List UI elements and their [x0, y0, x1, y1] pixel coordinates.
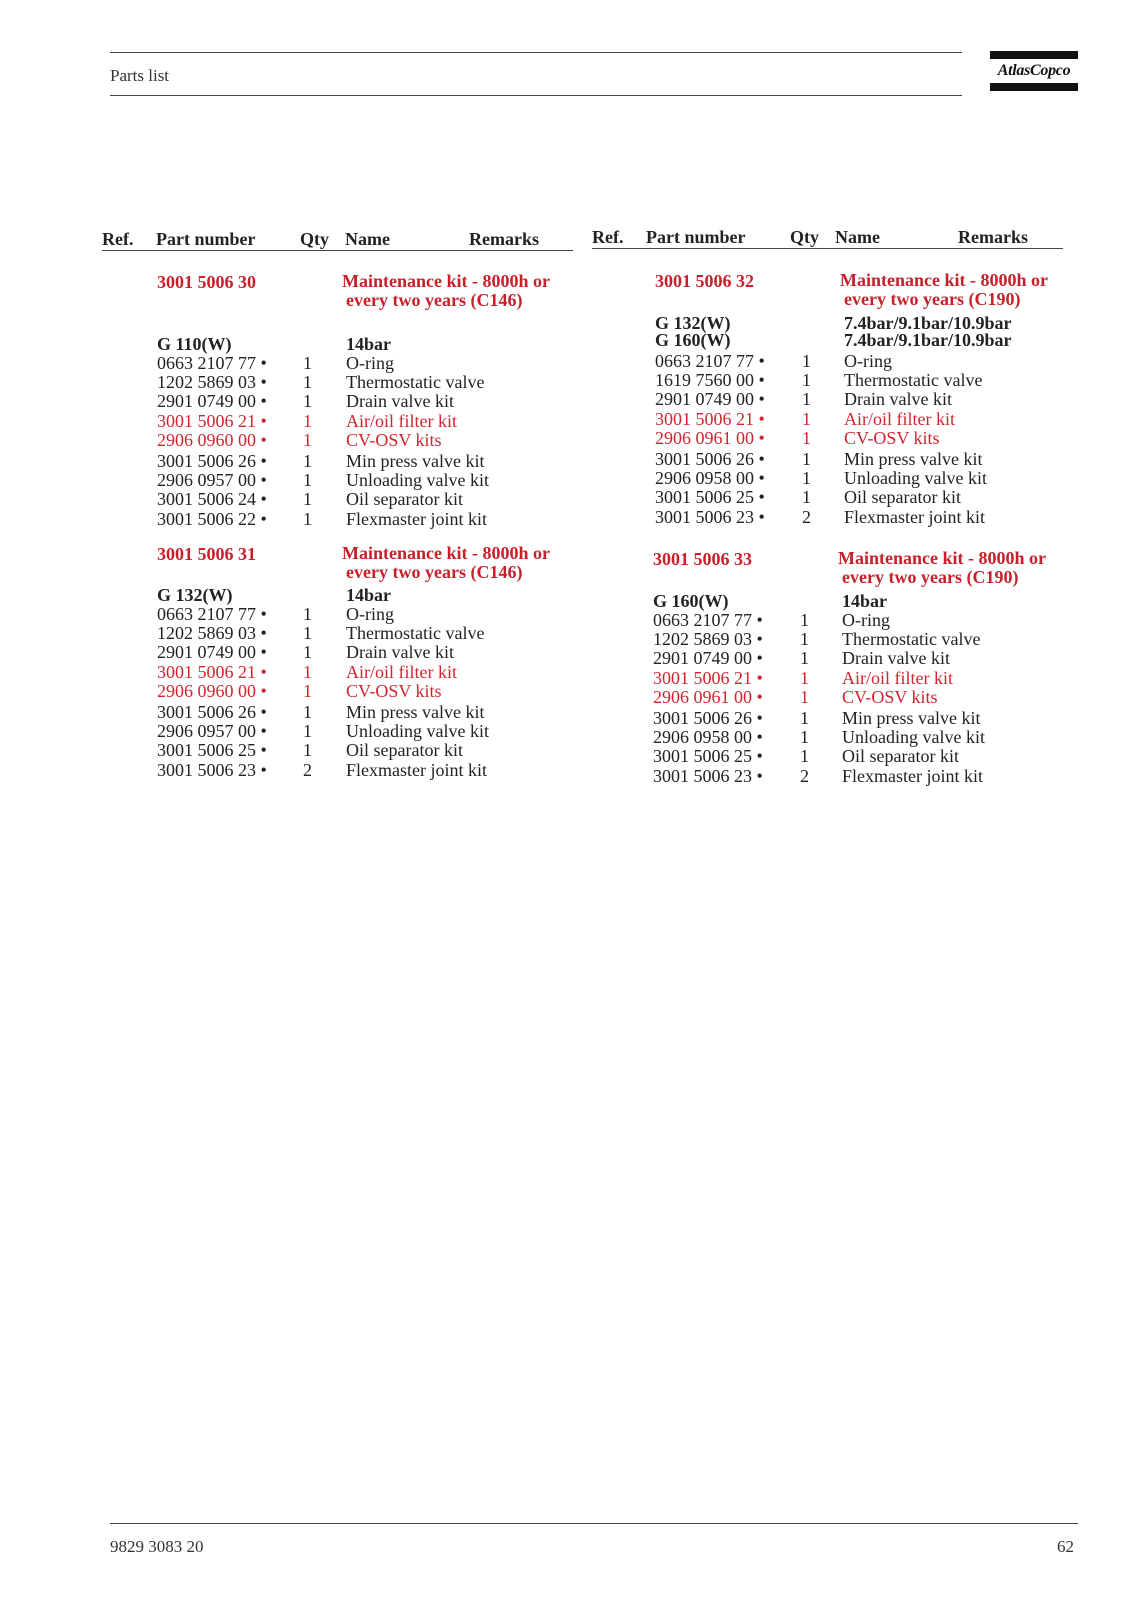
part-name: Drain valve kit	[844, 389, 952, 410]
part-name: O-ring	[346, 353, 394, 373]
kit-name-line: Maintenance kit - 8000h or	[840, 270, 1048, 290]
part-number: 2901 0749 00 •	[157, 642, 267, 663]
part-number: 3001 5006 26 •	[653, 708, 763, 728]
part-number: 3001 5006 26 •	[157, 702, 267, 722]
part-qty: 1	[303, 353, 312, 373]
part-qty: 1	[303, 391, 312, 412]
part-name: Unloading valve kit	[346, 721, 489, 742]
part-qty: 1	[303, 721, 312, 742]
model-list	[157, 336, 232, 353]
part-qty: 1	[800, 746, 809, 767]
col-header-name: Name	[835, 227, 880, 247]
part-name: Drain valve kit	[346, 642, 454, 663]
variant-line: 7.4bar/9.1bar/10.9bar	[844, 330, 1012, 350]
pressure-variant	[842, 593, 887, 610]
part-qty: 1	[800, 727, 809, 748]
part-name: Min press valve kit	[842, 708, 981, 728]
part-number: 2906 0960 00 •	[157, 429, 267, 450]
part-number: 0663 2107 77 •	[653, 610, 763, 630]
part-qty: 1	[800, 667, 809, 688]
part-name: Unloading valve kit	[346, 470, 489, 491]
footer-rule	[110, 1523, 1078, 1524]
part-name: Thermostatic valve	[842, 629, 981, 650]
col-header-remarks: Remarks	[469, 229, 539, 249]
model-line: G 110(W)	[157, 334, 232, 354]
part-name: CV-OSV kits	[346, 429, 442, 450]
part-name: Flexmaster joint kit	[842, 765, 983, 786]
document-number: 9829 3083 20	[110, 1537, 204, 1556]
part-number: 3001 5006 23 •	[157, 759, 267, 780]
kit-name-line: every two years (C190)	[844, 289, 1021, 309]
part-name: Air/oil filter kit	[346, 410, 457, 431]
part-number: 3001 5006 21 •	[653, 667, 763, 688]
part-qty: 1	[303, 470, 312, 491]
part-qty: 1	[800, 686, 809, 707]
part-number: 2906 0957 00 •	[157, 470, 267, 491]
kit-name-line: Maintenance kit - 8000h or	[838, 548, 1046, 568]
part-qty: 1	[800, 610, 809, 630]
col-header-name: Name	[345, 229, 390, 249]
col-header-qty: Qty	[790, 227, 819, 247]
part-qty: 1	[303, 702, 312, 722]
part-number: 3001 5006 21 •	[655, 408, 765, 429]
col-header-remarks: Remarks	[958, 227, 1028, 247]
part-qty: 1	[802, 487, 811, 508]
part-number: 1202 5869 03 •	[157, 372, 267, 393]
part-qty: 1	[303, 623, 312, 644]
model-list	[653, 593, 729, 610]
part-qty: 1	[802, 427, 811, 448]
part-qty: 1	[303, 740, 312, 761]
kit-name	[342, 544, 582, 582]
page-title: Parts list	[110, 66, 170, 85]
part-name: Thermostatic valve	[346, 372, 485, 393]
part-row	[0, 468, 1130, 491]
part-name: O-ring	[844, 351, 892, 371]
part-qty: 2	[800, 765, 809, 786]
part-qty: 1	[802, 389, 811, 410]
part-row	[0, 630, 1130, 649]
kit-name-line: every two years (C146)	[346, 290, 523, 310]
part-number: 3001 5006 26 •	[655, 449, 765, 469]
header-top-rule	[110, 52, 962, 53]
part-number: 3001 5006 25 •	[655, 487, 765, 508]
part-row	[0, 669, 1130, 688]
kit-name-line: every two years (C190)	[842, 567, 1019, 587]
part-name: Air/oil filter kit	[844, 408, 955, 429]
part-qty: 1	[303, 451, 312, 471]
variant-line: 14bar	[346, 334, 391, 354]
pressure-variant	[844, 315, 1012, 349]
part-number: 0663 2107 77 •	[157, 353, 267, 373]
part-name: Min press valve kit	[346, 702, 485, 722]
part-name: Flexmaster joint kit	[844, 506, 985, 527]
part-number: 2901 0749 00 •	[655, 389, 765, 410]
part-row	[0, 709, 1130, 728]
part-qty: 1	[802, 408, 811, 429]
part-name: Oil separator kit	[844, 487, 961, 508]
part-row	[0, 747, 1130, 766]
part-qty: 1	[802, 468, 811, 489]
part-name: Oil separator kit	[842, 746, 959, 767]
part-name: CV-OSV kits	[842, 686, 938, 707]
part-number: 1202 5869 03 •	[157, 623, 267, 644]
part-number: 2906 0961 00 •	[655, 427, 765, 448]
kit-name	[838, 549, 1078, 587]
part-row	[0, 728, 1130, 747]
part-row	[0, 649, 1130, 668]
col-header-part-number: Part number	[156, 229, 256, 249]
part-name: CV-OSV kits	[346, 680, 442, 701]
part-qty: 1	[800, 629, 809, 650]
part-name: Oil separator kit	[346, 489, 463, 510]
part-qty: 1	[303, 489, 312, 510]
part-qty: 1	[303, 508, 312, 529]
part-number: 0663 2107 77 •	[655, 351, 765, 371]
col-header-rule-right	[592, 248, 1063, 249]
model-line: G 132(W)	[157, 585, 233, 605]
part-name: Unloading valve kit	[842, 727, 985, 748]
part-qty: 2	[303, 759, 312, 780]
part-name: CV-OSV kits	[844, 427, 940, 448]
part-number: 1202 5869 03 •	[653, 629, 763, 650]
header-bottom-rule	[110, 95, 962, 96]
part-number: 3001 5006 21 •	[157, 661, 267, 682]
part-row	[0, 487, 1130, 510]
variant-line: 14bar	[842, 591, 887, 611]
part-number: 3001 5006 26 •	[157, 451, 267, 471]
part-row	[0, 370, 1130, 393]
part-row	[0, 389, 1130, 412]
part-qty: 1	[303, 642, 312, 663]
part-name: Oil separator kit	[346, 740, 463, 761]
pressure-variant	[346, 587, 391, 604]
part-qty: 1	[800, 708, 809, 728]
part-row	[0, 508, 1130, 527]
pressure-variant	[346, 336, 391, 353]
model-line: G 160(W)	[653, 591, 729, 611]
col-header-ref: Ref.	[102, 229, 134, 249]
part-row	[0, 450, 1130, 469]
part-qty: 1	[303, 429, 312, 450]
model-line: G 132(W)	[655, 313, 731, 333]
part-number: 2906 0960 00 •	[157, 680, 267, 701]
col-header-qty: Qty	[300, 229, 329, 249]
part-name: O-ring	[842, 610, 890, 630]
part-row	[0, 410, 1130, 429]
part-number: 3001 5006 22 •	[157, 508, 267, 529]
page-number: 62	[1057, 1537, 1074, 1556]
model-list	[655, 315, 731, 349]
part-name: Unloading valve kit	[844, 468, 987, 489]
part-qty: 1	[303, 410, 312, 431]
part-number: 2906 0958 00 •	[653, 727, 763, 748]
part-row	[0, 688, 1130, 707]
part-number: 3001 5006 23 •	[653, 765, 763, 786]
part-number: 2906 0961 00 •	[653, 686, 763, 707]
part-qty: 1	[303, 372, 312, 393]
variant-line: 7.4bar/9.1bar/10.9bar	[844, 313, 1012, 333]
variant-line: 14bar	[346, 585, 391, 605]
kit-name	[342, 272, 582, 310]
kit-part-number: 3001 5006 32	[655, 271, 754, 291]
part-number: 2901 0749 00 •	[653, 648, 763, 669]
part-name: Min press valve kit	[346, 451, 485, 471]
col-header-ref: Ref.	[592, 227, 624, 247]
part-number: 0663 2107 77 •	[157, 604, 267, 624]
part-name: O-ring	[346, 604, 394, 624]
part-number: 3001 5006 25 •	[157, 740, 267, 761]
kit-part-number: 3001 5006 33	[653, 549, 752, 569]
part-number: 3001 5006 21 •	[157, 410, 267, 431]
part-number: 2901 0749 00 •	[157, 391, 267, 412]
part-qty: 1	[303, 680, 312, 701]
part-number: 1619 7560 00 •	[655, 370, 765, 391]
part-row	[0, 352, 1130, 371]
part-row	[0, 767, 1130, 786]
logo-wordmark: AtlasCopco	[997, 62, 1071, 79]
model-list	[157, 587, 233, 604]
col-header-part-number: Part number	[646, 227, 746, 247]
part-number: 3001 5006 25 •	[653, 746, 763, 767]
kit-name	[840, 271, 1080, 309]
part-name: Flexmaster joint kit	[346, 759, 487, 780]
part-name: Thermostatic valve	[844, 370, 983, 391]
kit-name-line: Maintenance kit - 8000h or	[342, 271, 550, 291]
part-qty: 1	[802, 449, 811, 469]
part-name: Drain valve kit	[346, 391, 454, 412]
part-row	[0, 611, 1130, 630]
part-number: 2906 0957 00 •	[157, 721, 267, 742]
part-name: Flexmaster joint kit	[346, 508, 487, 529]
kit-part-number: 3001 5006 31	[157, 544, 256, 564]
part-name: Air/oil filter kit	[842, 667, 953, 688]
part-number: 3001 5006 23 •	[655, 506, 765, 527]
kit-part-number: 3001 5006 30	[157, 272, 256, 292]
part-name: Air/oil filter kit	[346, 661, 457, 682]
part-qty: 1	[303, 661, 312, 682]
part-qty: 1	[303, 604, 312, 624]
part-qty: 2	[802, 506, 811, 527]
atlas-copco-logo	[990, 51, 1078, 91]
part-row	[0, 429, 1130, 448]
part-name: Thermostatic valve	[346, 623, 485, 644]
part-qty: 1	[800, 648, 809, 669]
part-name: Drain valve kit	[842, 648, 950, 669]
col-header-rule-left	[102, 250, 573, 251]
part-qty: 1	[802, 351, 811, 371]
part-name: Min press valve kit	[844, 449, 983, 469]
part-number: 2906 0958 00 •	[655, 468, 765, 489]
kit-name-line: every two years (C146)	[346, 562, 523, 582]
model-line: G 160(W)	[655, 330, 731, 350]
part-number: 3001 5006 24 •	[157, 489, 267, 510]
part-qty: 1	[802, 370, 811, 391]
kit-name-line: Maintenance kit - 8000h or	[342, 543, 550, 563]
